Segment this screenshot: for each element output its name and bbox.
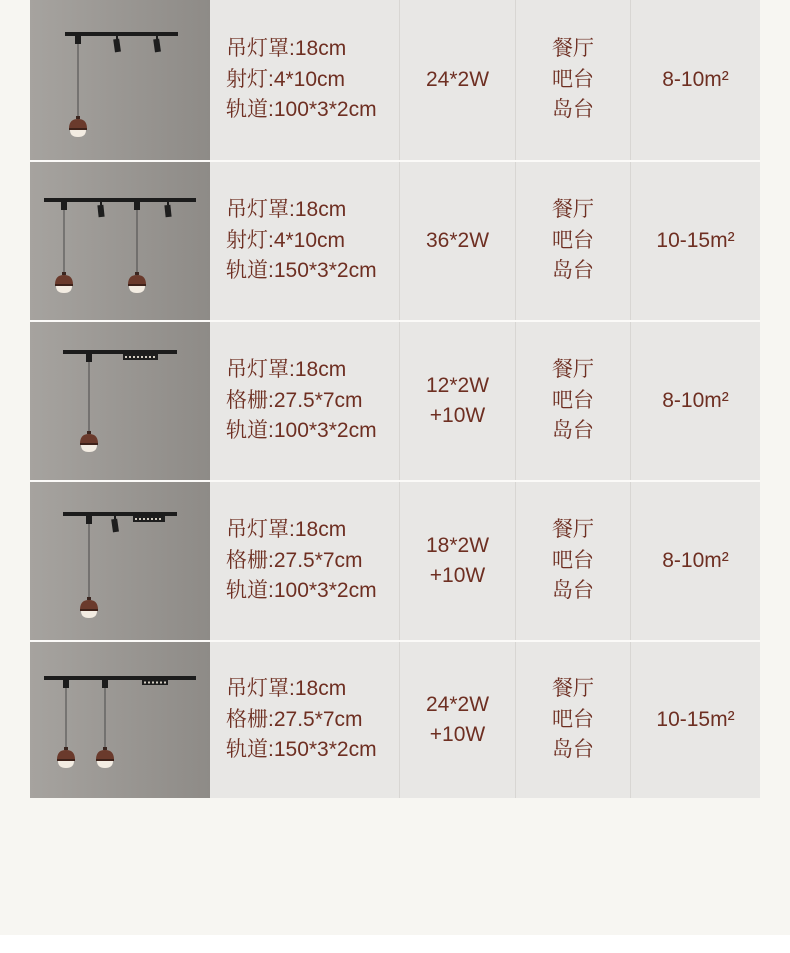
table-row	[30, 0, 760, 160]
pendant-shade	[128, 272, 146, 293]
track-size: 轨道:150*3*2cm	[226, 259, 377, 283]
track-size: 轨道:150*3*2cm	[226, 738, 377, 762]
rooms-cell	[515, 322, 630, 480]
area-cell	[630, 482, 760, 640]
power-cell	[399, 162, 515, 320]
power-cell	[399, 322, 515, 480]
room-name: 吧台	[552, 707, 594, 731]
product-image	[30, 322, 210, 480]
grille-size: 格栅:27.5*7cm	[226, 707, 363, 731]
power-extra: +10W	[429, 723, 486, 746]
room-name: 吧台	[552, 228, 594, 252]
area-cell	[630, 0, 760, 160]
room-name: 餐厅	[552, 37, 594, 61]
table-row	[30, 320, 760, 480]
spotlight	[113, 36, 121, 52]
pendant-shade	[57, 747, 75, 768]
room-name: 岛台	[552, 738, 594, 762]
fixture-illustration	[30, 322, 210, 480]
pendant-connector	[75, 36, 81, 44]
grille-light	[142, 680, 168, 685]
rooms-cell	[515, 0, 630, 160]
spec-cell	[210, 322, 399, 480]
room-name: 吧台	[552, 388, 594, 412]
power-value: 24*2W	[425, 692, 490, 716]
power-value: 12*2W	[425, 373, 490, 397]
track-size: 轨道:100*3*2cm	[226, 98, 377, 122]
fixture-illustration	[30, 642, 210, 798]
area-cell	[630, 162, 760, 320]
track-rail	[63, 512, 177, 516]
shade-size: 吊灯罩:18cm	[226, 198, 347, 222]
area-cell	[630, 322, 760, 480]
table-row	[30, 160, 760, 320]
room-name: 岛台	[552, 419, 594, 443]
pendant-shade	[96, 747, 114, 768]
room-name: 岛台	[552, 98, 594, 122]
light-size: 射灯:4*10cm	[226, 67, 346, 91]
pendant-connector	[63, 680, 69, 688]
product-image	[30, 0, 210, 160]
area-value: 10-15m²	[656, 707, 735, 731]
room-name: 餐厅	[552, 198, 594, 222]
product-image	[30, 482, 210, 640]
room-name: 餐厅	[552, 677, 594, 701]
grille-light	[133, 516, 165, 522]
pendant-shade	[69, 116, 87, 137]
table-row	[30, 640, 760, 798]
area-value: 8-10m²	[662, 67, 729, 91]
power-cell	[399, 0, 515, 160]
table-row	[30, 480, 760, 640]
power-cell	[399, 482, 515, 640]
power-cell	[399, 642, 515, 798]
track-rail	[63, 350, 177, 354]
room-name: 岛台	[552, 259, 594, 283]
spec-cell	[210, 0, 399, 160]
fixture-illustration	[30, 1, 210, 159]
pendant-shade	[80, 597, 98, 618]
fixture-illustration	[30, 482, 210, 640]
track-rail	[65, 32, 178, 36]
shade-size: 吊灯罩:18cm	[226, 358, 347, 382]
pendant-shade	[55, 272, 73, 293]
room-name: 吧台	[552, 67, 594, 91]
pendant-connector	[61, 202, 67, 210]
room-name: 吧台	[552, 548, 594, 572]
power-value: 24*2W	[425, 67, 490, 91]
grille-light	[123, 354, 158, 360]
track-size: 轨道:100*3*2cm	[226, 579, 377, 603]
bottom-band	[0, 935, 790, 953]
area-cell	[630, 642, 760, 798]
spec-cell	[210, 642, 399, 798]
pendant-connector	[102, 680, 108, 688]
shade-size: 吊灯罩:18cm	[226, 37, 347, 61]
pendant-shade	[80, 431, 98, 452]
area-value: 8-10m²	[662, 388, 729, 412]
room-name: 餐厅	[552, 518, 594, 542]
rooms-cell	[515, 482, 630, 640]
pendant-connector	[86, 516, 92, 524]
shade-size: 吊灯罩:18cm	[226, 677, 347, 701]
room-name: 岛台	[552, 579, 594, 603]
grille-size: 格栅:27.5*7cm	[226, 548, 363, 572]
track-rail	[44, 198, 196, 202]
shade-size: 吊灯罩:18cm	[226, 518, 347, 542]
track-rail	[44, 676, 196, 680]
spotlight	[164, 202, 171, 217]
power-extra: +10W	[429, 564, 486, 587]
rooms-cell	[515, 642, 630, 798]
power-value: 18*2W	[425, 533, 490, 557]
room-name: 餐厅	[552, 358, 594, 382]
spec-cell	[210, 482, 399, 640]
spotlight	[153, 36, 161, 52]
spotlight	[97, 202, 104, 217]
spec-cell	[210, 162, 399, 320]
grille-size: 格栅:27.5*7cm	[226, 388, 363, 412]
light-size: 射灯:4*10cm	[226, 228, 346, 252]
area-value: 10-15m²	[656, 228, 735, 252]
power-value: 36*2W	[425, 228, 490, 252]
spotlight	[111, 516, 119, 532]
product-image	[30, 162, 210, 320]
power-extra: +10W	[429, 404, 486, 427]
area-value: 8-10m²	[662, 548, 729, 572]
rooms-cell	[515, 162, 630, 320]
track-size: 轨道:100*3*2cm	[226, 419, 377, 443]
pendant-connector	[134, 202, 140, 210]
product-image	[30, 642, 210, 798]
fixture-illustration	[30, 162, 210, 320]
spec-table	[30, 0, 760, 798]
pendant-connector	[86, 354, 92, 362]
